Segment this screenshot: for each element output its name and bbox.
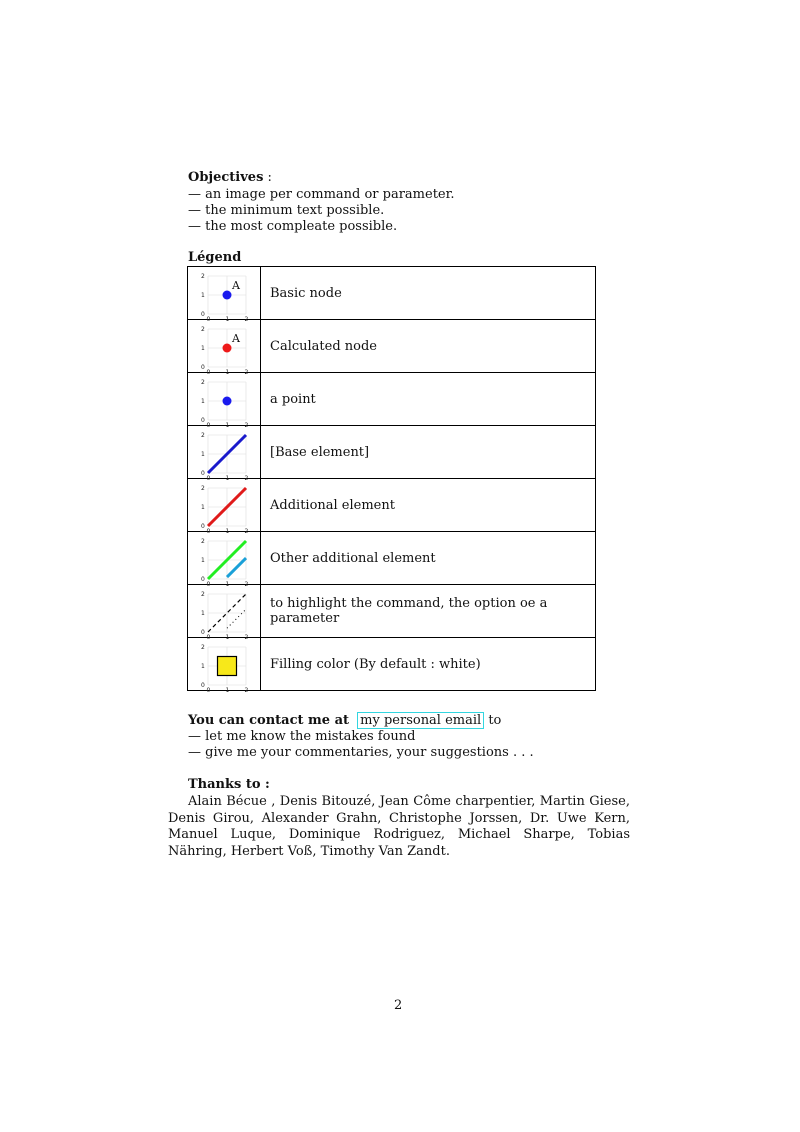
x-tick-label: 2 — [244, 369, 249, 376]
y-tick-label: 0 — [201, 417, 205, 424]
highlight-dashed-lines-icon — [188, 585, 260, 641]
legend-row — [188, 585, 596, 638]
x-tick-label: 2 — [244, 528, 249, 535]
x-tick-label: 2 — [244, 475, 249, 482]
x-tick-label: 2 — [244, 687, 249, 694]
legend-row — [188, 373, 596, 426]
x-tick-label: 0 — [206, 581, 211, 588]
x-tick-label: 1 — [225, 687, 230, 694]
node-dot — [223, 291, 232, 300]
y-tick-label: 1 — [201, 345, 205, 352]
legend-icon-cell — [188, 532, 261, 588]
legend-heading: Légend — [188, 250, 242, 265]
basic-node-icon — [188, 267, 260, 323]
x-tick-label: 2 — [244, 581, 249, 588]
legend-icon-cell — [188, 585, 261, 641]
x-tick-label: 1 — [225, 422, 230, 429]
calculated-node-icon — [188, 320, 260, 376]
contact-line: You can contact me at my personal email to — [188, 713, 502, 728]
node-dot — [223, 397, 232, 406]
legend-icon-cell — [188, 638, 261, 694]
y-tick-label: 0 — [201, 523, 205, 530]
x-tick-label: 0 — [206, 369, 211, 376]
page-number: 2 — [394, 998, 403, 1013]
legend-table — [187, 266, 596, 694]
x-tick-label: 2 — [244, 422, 249, 429]
additional-element-line-icon — [188, 479, 260, 535]
legend-row — [188, 320, 596, 373]
y-tick-label: 0 — [201, 470, 205, 477]
y-tick-label: 0 — [201, 311, 205, 318]
legend-label: [Base element] — [261, 426, 596, 479]
y-tick-label: 1 — [201, 504, 205, 511]
y-tick-label: 0 — [201, 576, 205, 583]
legend-row — [188, 638, 596, 691]
x-tick-label: 1 — [225, 528, 230, 535]
x-tick-label: 0 — [206, 475, 211, 482]
legend-icon-cell — [188, 267, 261, 323]
x-tick-label: 1 — [225, 581, 230, 588]
objectives-list — [188, 187, 455, 235]
filling-color-square-icon — [188, 638, 260, 694]
legend-label: Additional element — [261, 479, 596, 532]
y-tick-label: 2 — [201, 591, 205, 598]
y-tick-label: 2 — [201, 538, 205, 545]
x-tick-label: 0 — [206, 422, 211, 429]
legend-icon-cell — [188, 373, 261, 429]
legend-icon-cell — [188, 479, 261, 535]
list-item: — the minimum text possible. — [188, 203, 385, 218]
x-tick-label: 1 — [225, 475, 230, 482]
base-element-line-icon — [188, 426, 260, 482]
node-dot — [223, 344, 232, 353]
list-item: — the most compleate possible. — [188, 219, 398, 234]
x-tick-label: 0 — [206, 634, 211, 641]
x-tick-label: 0 — [206, 528, 211, 535]
legend-icon-cell — [188, 426, 261, 482]
list-item: — let me know the mistakes found — [188, 729, 416, 744]
y-tick-label: 1 — [201, 663, 205, 670]
other-additional-element-lines-icon — [188, 532, 260, 588]
legend-row — [188, 426, 596, 479]
x-tick-label: 2 — [244, 634, 249, 641]
y-tick-label: 2 — [201, 326, 205, 333]
point-icon — [188, 373, 260, 429]
y-tick-label: 1 — [201, 557, 205, 564]
legend-row — [188, 479, 596, 532]
x-tick-label: 0 — [206, 316, 211, 323]
objectives-heading: Objectives : — [188, 170, 272, 185]
legend-label: to highlight the command, the option oe a parameter — [261, 585, 596, 638]
x-tick-label: 1 — [225, 369, 230, 376]
legend-label: Other additional element — [261, 532, 596, 585]
filled-square — [218, 657, 237, 676]
y-tick-label: 1 — [201, 398, 205, 405]
node-label: A — [232, 332, 240, 345]
contact-list — [188, 729, 534, 761]
y-tick-label: 0 — [201, 682, 205, 689]
y-tick-label: 2 — [201, 432, 205, 439]
x-tick-label: 0 — [206, 687, 211, 694]
legend-row — [188, 267, 596, 320]
y-tick-label: 2 — [201, 485, 205, 492]
list-item: — an image per command or parameter. — [188, 187, 455, 202]
x-tick-label: 1 — [225, 634, 230, 641]
y-tick-label: 1 — [201, 292, 205, 299]
y-tick-label: 2 — [201, 273, 205, 280]
legend-icon-cell — [188, 320, 261, 376]
y-tick-label: 1 — [201, 451, 205, 458]
y-tick-label: 0 — [201, 364, 205, 371]
list-item: — give me your commentaries, your suggestions . . . — [188, 745, 534, 760]
thanks-body: Alain Bécue , Denis Bitouzé, Jean Côme charpentier, Martin Giese, Denis Girou, Alexander Grahn, Christophe Jorssen, Dr. Uwe Kern, Manuel Luque, Dominique Rodriguez, Michael Sharpe, Tobias Nähring, Herbert Voß, Timothy Van Zandt. — [168, 794, 630, 859]
personal-email-link[interactable]: my personal email — [357, 712, 484, 729]
legend-label: Calculated node — [261, 320, 596, 373]
node-label: A — [232, 279, 240, 292]
y-tick-label: 2 — [201, 379, 205, 386]
element-line — [227, 558, 246, 577]
y-tick-label: 2 — [201, 644, 205, 651]
legend-label: Filling color (By default : white) — [261, 638, 596, 691]
legend-label: a point — [261, 373, 596, 426]
x-tick-label: 1 — [225, 316, 230, 323]
y-tick-label: 1 — [201, 610, 205, 617]
y-tick-label: 0 — [201, 629, 205, 636]
dotted-line — [227, 609, 246, 628]
thanks-heading: Thanks to : — [188, 777, 270, 792]
legend-row — [188, 532, 596, 585]
legend-label: Basic node — [261, 267, 596, 320]
x-tick-label: 2 — [244, 316, 249, 323]
